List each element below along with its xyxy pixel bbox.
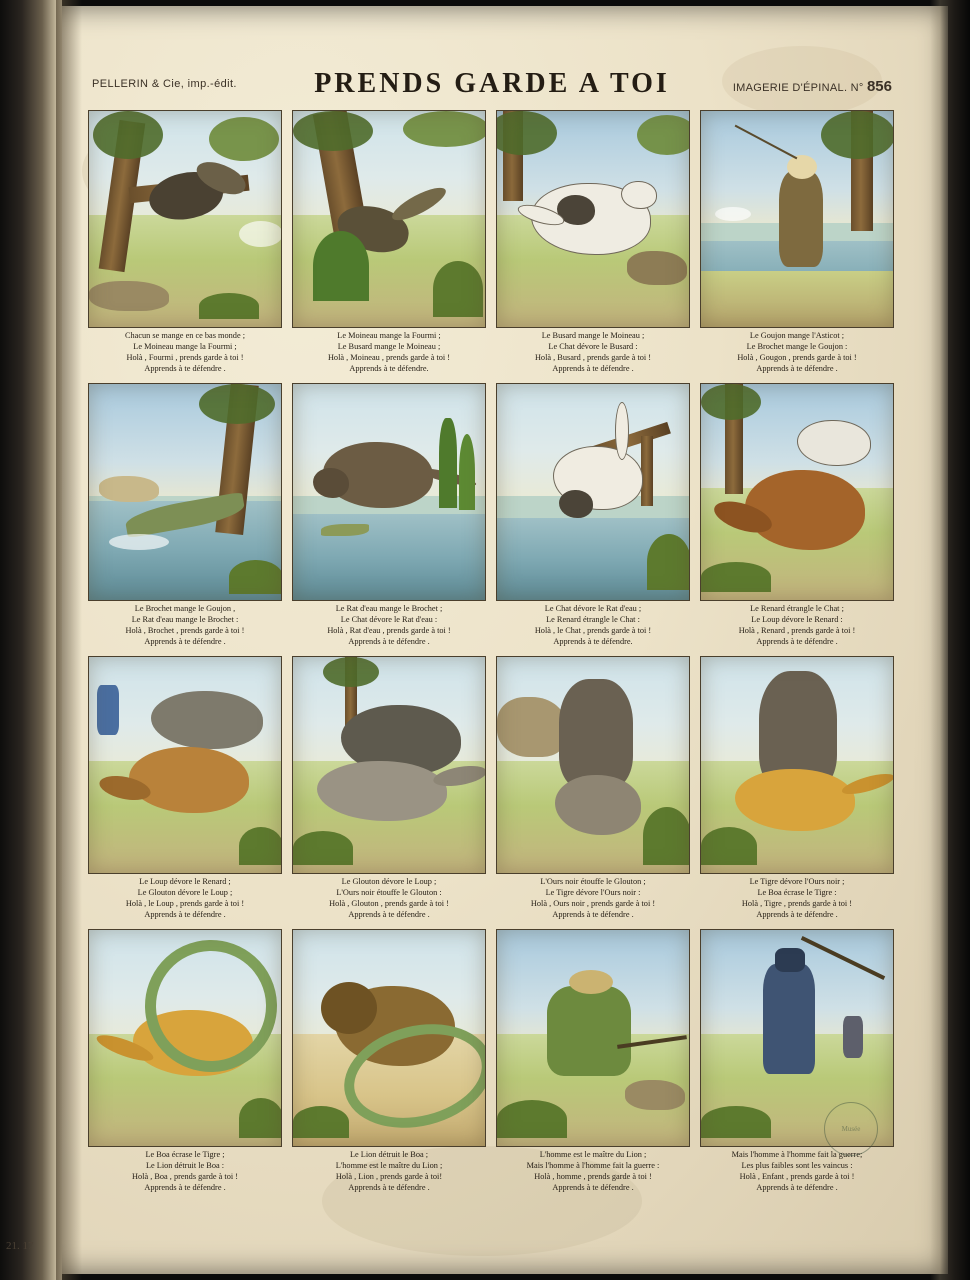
caption-line: Holà , Boa , prends garde à toi ! — [132, 1171, 238, 1181]
caption-line: Le Tigre dévore l'Ours noir ; — [749, 877, 845, 886]
panel-15[interactable] — [496, 929, 690, 1196]
caption-line: Chacun se mange en ce bas monde ; — [124, 331, 246, 340]
caption-line: Holà , Enfant , prends garde à toi ! — [739, 1171, 855, 1181]
panel-illustration — [88, 656, 282, 874]
caption-line: Le Brochet mange le Goujon : — [746, 341, 848, 351]
caption-line: Apprends à te défendre . — [348, 909, 430, 919]
caption-line: Le Goujon mange l'Asticot ; — [749, 331, 845, 340]
caption-line: Holà , homme , prends garde à toi ! — [534, 1171, 652, 1181]
panel-6[interactable] — [292, 383, 486, 650]
caption-line: Le Loup dévore le Renard : — [751, 614, 843, 624]
caption-line: Le Brochet mange le Goujon , — [134, 604, 236, 613]
caption-line: L'homme est le maître du Lion ; — [335, 1160, 443, 1170]
margin-annotation: 21. 17 — [6, 1240, 34, 1252]
caption-line: Le Lion détruit le Boa ; — [349, 1150, 429, 1159]
panel-caption — [292, 604, 486, 650]
panel-illustration — [496, 929, 690, 1147]
publisher-imprint: PELLERIN & Cie, imp.-édit. — [92, 78, 237, 90]
panel-7[interactable] — [496, 383, 690, 650]
panel-caption — [700, 604, 894, 650]
panel-caption — [496, 331, 690, 377]
caption-line: Apprends à te défendre . — [348, 636, 430, 646]
panel-illustration — [292, 656, 486, 874]
caption-line: Holà , le Chat , prends garde à toi ! — [534, 625, 652, 635]
panel-4[interactable] — [700, 110, 894, 377]
panel-caption — [88, 1150, 282, 1196]
catalog-number: 856 — [866, 78, 892, 95]
caption-line: Holà , Tigre , prends garde à toi ! — [741, 898, 853, 908]
panel-caption — [496, 1150, 690, 1196]
panel-11[interactable] — [496, 656, 690, 923]
page-title: PRENDS GARDE A TOI — [314, 68, 670, 99]
panel-caption — [700, 877, 894, 923]
caption-line: Holà , Lion , prends garde à toi! — [335, 1171, 443, 1181]
caption-line: L'Ours noir étouffe le Glouton ; — [540, 877, 646, 886]
panel-illustration — [292, 383, 486, 601]
caption-line: Le Rat d'eau mange le Brochet : — [131, 614, 239, 624]
panel-10[interactable] — [292, 656, 486, 923]
panel-caption — [88, 604, 282, 650]
caption-line: Le Rat d'eau mange le Brochet ; — [335, 604, 443, 613]
caption-line: Mais l'homme à l'homme fait la guerre; — [731, 1150, 863, 1159]
panel-caption — [292, 331, 486, 377]
panel-grid — [88, 110, 888, 1196]
caption-line: Le Glouton dévore le Loup ; — [137, 887, 233, 897]
caption-line: Le Moineau mange la Fourmi ; — [337, 331, 441, 340]
panel-illustration — [700, 656, 894, 874]
panel-illustration — [496, 383, 690, 601]
caption-line: Mais l'homme à l'homme fait la guerre : — [526, 1160, 660, 1170]
caption-line: Apprends à te défendre . — [144, 1182, 226, 1192]
caption-line: Le Loup dévore le Renard ; — [139, 877, 231, 886]
catalog-label: IMAGERIE D'ÉPINAL. N° — [732, 82, 864, 94]
page-header — [92, 68, 892, 104]
panel-caption — [496, 877, 690, 923]
caption-line: Le Busard mange le Moineau ; — [541, 331, 645, 340]
caption-line: Holà , Renard , prends garde à toi ! — [738, 625, 856, 635]
caption-line: Holà , Moineau , prends garde à toi ! — [327, 352, 451, 362]
panel-13[interactable] — [88, 929, 282, 1196]
panel-16[interactable] — [700, 929, 894, 1196]
panel-illustration — [292, 110, 486, 328]
caption-line: Holà , Brochet , prends garde à toi ! — [125, 625, 245, 635]
panel-1[interactable] — [88, 110, 282, 377]
panel-illustration — [88, 929, 282, 1147]
panel-illustration — [88, 110, 282, 328]
panel-illustration — [88, 383, 282, 601]
caption-line: Holà , Gougon , prends garde à toi ! — [737, 352, 857, 362]
caption-line: Holà , Busard , prends garde à toi ! — [534, 352, 652, 362]
caption-line: Le Glouton dévore le Loup ; — [341, 877, 437, 886]
caption-line: Apprends à te défendre. — [349, 363, 429, 373]
caption-line: Le Renard étrangle le Chat ; — [750, 604, 844, 613]
caption-line: Apprends à te défendre . — [756, 636, 838, 646]
catalog-reference — [733, 78, 892, 95]
caption-line: Apprends à te défendre . — [756, 909, 838, 919]
caption-line: Le Chat dévore le Busard : — [548, 341, 638, 351]
collection-stamp: Musée — [824, 1102, 878, 1156]
panel-2[interactable] — [292, 110, 486, 377]
caption-line: Le Chat dévore le Rat d'eau : — [340, 614, 438, 624]
caption-line: Le Boa écrase le Tigre : — [757, 887, 837, 897]
caption-line: Holà , Rat d'eau , prends garde à toi ! — [327, 625, 451, 635]
caption-line: Le Renard étrangle le Chat : — [546, 614, 640, 624]
caption-line: L'Ours noir étouffe le Glouton : — [336, 887, 442, 897]
panel-illustration — [700, 383, 894, 601]
caption-line: Holà , Glouton , prends garde à toi ! — [329, 898, 449, 908]
caption-line: Le Tigre dévore l'Ours noir : — [545, 887, 641, 897]
panel-caption — [88, 877, 282, 923]
caption-line: Holà , le Loup , prends garde à toi ! — [125, 898, 245, 908]
caption-line: Apprends à te défendre . — [552, 909, 634, 919]
panel-caption — [292, 877, 486, 923]
caption-line: Le Boa écrase le Tigre ; — [145, 1150, 225, 1159]
panel-9[interactable] — [88, 656, 282, 923]
gutter-shadow — [56, 0, 82, 1280]
caption-line: Le Chat dévore le Rat d'eau ; — [544, 604, 642, 613]
caption-line: Le Moineau mange la Fourmi ; — [133, 341, 237, 351]
panel-illustration — [496, 110, 690, 328]
caption-line: Holà , Fourmi , prends garde à toi ! — [126, 352, 244, 362]
caption-line: Apprends à te défendre . — [756, 363, 838, 373]
caption-line: Holà , Ours noir , prends garde à toi ! — [530, 898, 656, 908]
caption-line: Apprends à te défendre . — [756, 1182, 838, 1192]
caption-line: L'homme est le maître du Lion ; — [539, 1150, 647, 1159]
caption-line: Apprends à te défendre . — [348, 1182, 430, 1192]
panel-caption — [496, 604, 690, 650]
caption-line: Apprends à te défendre . — [552, 363, 634, 373]
panel-illustration — [292, 929, 486, 1147]
panel-illustration — [700, 110, 894, 328]
caption-line: Les plus faibles sont les vaincus : — [741, 1160, 853, 1170]
caption-line: Apprends à te défendre . — [144, 363, 226, 373]
book-gutter — [0, 0, 62, 1280]
panel-caption — [292, 1150, 486, 1196]
caption-line: Apprends à te défendre . — [144, 909, 226, 919]
caption-line: Apprends à te défendre. — [553, 636, 633, 646]
panel-12[interactable] — [700, 656, 894, 923]
panel-caption — [700, 1150, 894, 1196]
caption-line: Le Lion détruit le Boa : — [145, 1160, 225, 1170]
panel-8[interactable] — [700, 383, 894, 650]
caption-line: Le Busard mange le Moineau ; — [337, 341, 441, 351]
panel-caption — [700, 331, 894, 377]
panel-caption — [88, 331, 282, 377]
panel-illustration — [496, 656, 690, 874]
caption-line: Apprends à te défendre . — [552, 1182, 634, 1192]
panel-3[interactable] — [496, 110, 690, 377]
paper-sheet — [22, 6, 948, 1274]
panel-14[interactable] — [292, 929, 486, 1196]
panel-5[interactable] — [88, 383, 282, 650]
caption-line: Apprends à te défendre . — [144, 636, 226, 646]
page-edge-shadow — [930, 0, 970, 1280]
